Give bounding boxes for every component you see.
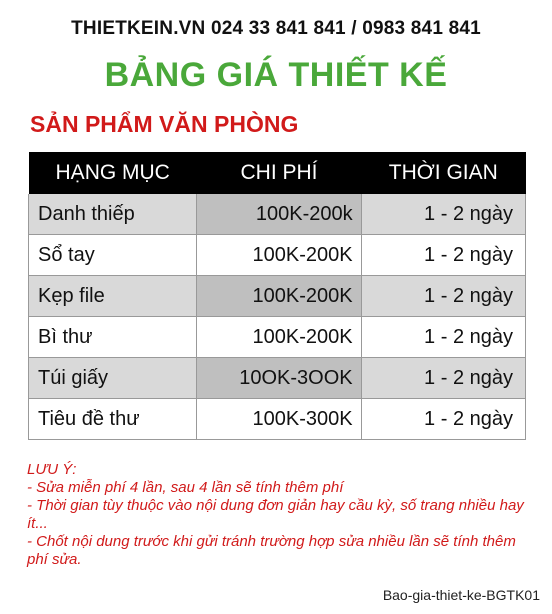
note-line: - Chốt nội dung trước khi gửi tránh trường hợp sửa nhiều lần sẽ tính thêm phí sửa. xyxy=(27,533,516,568)
item-cell: Kẹp file xyxy=(29,276,197,317)
table-row xyxy=(29,194,526,235)
document-code: Bao-gia-thiet-ke-BGTK01 xyxy=(382,587,540,603)
cost-cell: 100K-300K xyxy=(197,399,361,440)
contact-line: THIETKEIN.VN 024 33 841 841 / 0983 841 841 xyxy=(71,18,481,39)
item-cell: Danh thiếp xyxy=(29,194,197,235)
time-cell: 1 - 2 ngày xyxy=(361,235,525,276)
time-cell: 1 - 2 ngày xyxy=(361,276,525,317)
cost-cell: 100K-200K xyxy=(197,317,361,358)
item-cell: Sổ tay xyxy=(29,235,197,276)
column-header-time: THỜI GIAN xyxy=(361,152,525,194)
notes-heading: LƯU Ý: xyxy=(27,461,77,478)
table-header-row xyxy=(29,152,526,194)
table-row xyxy=(29,235,526,276)
section-subtitle: SẢN PHẨM VĂN PHÒNG xyxy=(30,111,299,137)
cost-cell: 10OK-3OOK xyxy=(197,358,361,399)
cost-cell: 100K-200K xyxy=(197,276,361,317)
time-cell: 1 - 2 ngày xyxy=(361,358,525,399)
item-cell: Tiêu đề thư xyxy=(29,399,197,440)
cost-cell: 100K-200k xyxy=(197,194,361,235)
note-line: - Sửa miễn phí 4 lần, sau 4 lần sẽ tính thêm phí xyxy=(27,479,344,496)
column-header-cost: CHI PHÍ xyxy=(197,152,361,194)
cost-cell: 100K-200K xyxy=(197,235,361,276)
table-row xyxy=(29,399,526,440)
time-cell: 1 - 2 ngày xyxy=(361,194,525,235)
time-cell: 1 - 2 ngày xyxy=(361,317,525,358)
column-header-item: HẠNG MỤC xyxy=(29,152,197,194)
notes-block xyxy=(27,461,527,569)
item-cell: Bì thư xyxy=(29,317,197,358)
note-line: - Thời gian tùy thuộc vào nội dung đơn giản hay cầu kỳ, số trang nhiều hay ít... xyxy=(27,497,524,532)
page-title: BẢNG GIÁ THIẾT KẾ xyxy=(104,56,448,94)
table-row xyxy=(29,358,526,399)
time-cell: 1 - 2 ngày xyxy=(361,399,525,440)
table-row xyxy=(29,317,526,358)
price-table xyxy=(28,152,526,440)
table-row xyxy=(29,276,526,317)
item-cell: Túi giấy xyxy=(29,358,197,399)
